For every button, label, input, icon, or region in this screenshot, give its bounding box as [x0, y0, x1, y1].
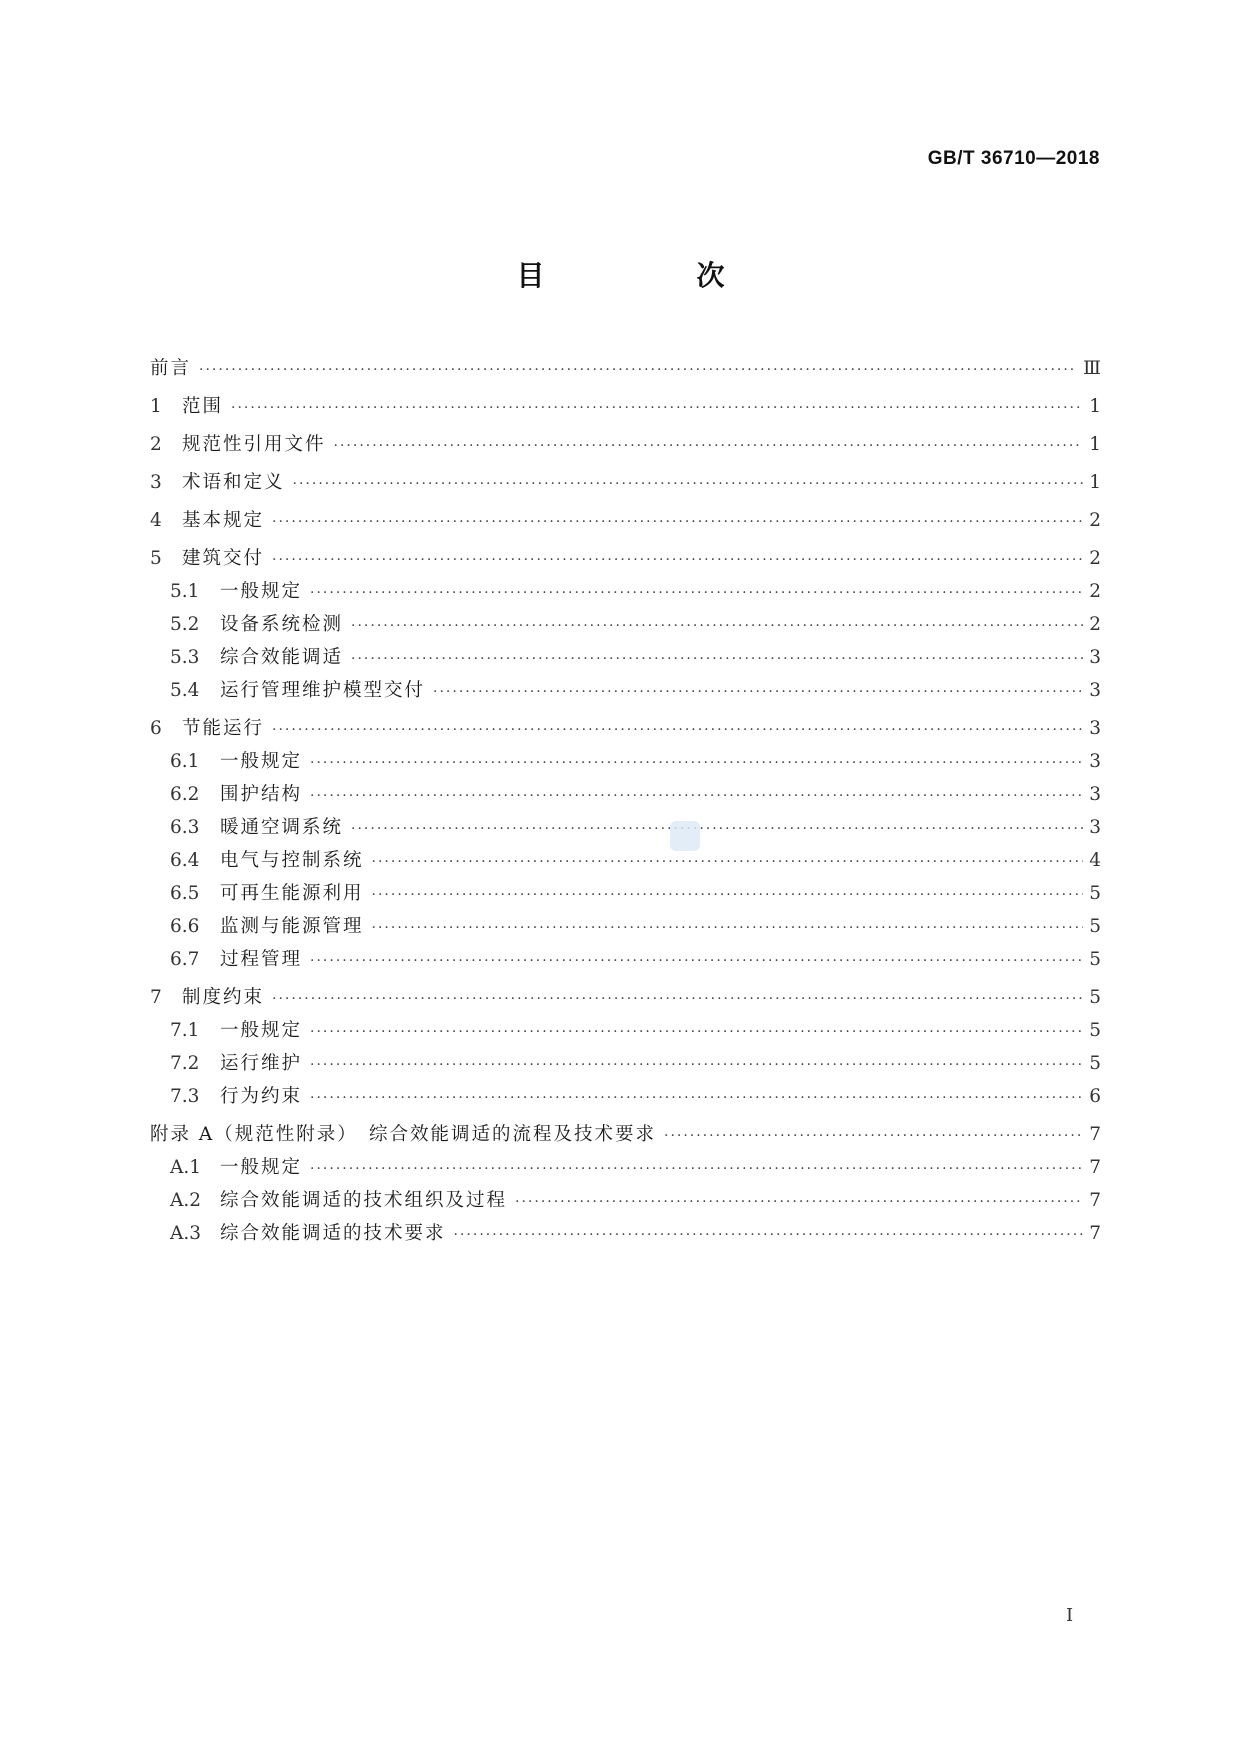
toc-dot-leader: [372, 912, 1083, 945]
toc-entry-label: 过程管理: [220, 949, 303, 970]
toc-entry-label: 可再生能源利用: [220, 883, 364, 904]
toc-entry-label: 监测与能源管理: [220, 916, 364, 937]
toc-entry-label: 一般规定: [220, 751, 303, 772]
toc-dot-leader: [310, 577, 1083, 610]
toc-entry[interactable]: [150, 352, 1101, 385]
toc-dot-leader: [433, 676, 1083, 709]
toc-entry-number: 6.3: [170, 817, 200, 838]
toc-entry-page: 5: [1089, 949, 1101, 970]
toc-entry-page: 7: [1089, 1124, 1101, 1145]
toc-entry[interactable]: [150, 641, 1101, 674]
toc-entry[interactable]: [150, 428, 1101, 461]
toc-dot-leader: [199, 354, 1077, 387]
toc-dot-leader: [272, 544, 1083, 577]
toc-entry-page: 3: [1089, 784, 1101, 805]
toc-entry-number: 5.3: [170, 647, 200, 668]
toc-entry[interactable]: [150, 466, 1101, 499]
toc-entry[interactable]: [150, 844, 1101, 877]
toc-entry[interactable]: [150, 575, 1101, 608]
toc-dot-leader: [272, 714, 1083, 747]
toc-entry-label: 一般规定: [220, 1020, 303, 1041]
toc-entry-number: A.1: [170, 1157, 202, 1178]
toc-entry-label: 运行管理维护模型交付: [220, 680, 426, 701]
toc-entry-number: 6.7: [170, 949, 200, 970]
toc-entry-label: 综合效能调适的技术组织及过程: [220, 1190, 508, 1211]
toc-entry-page: 6: [1089, 1086, 1101, 1107]
toc-dot-leader: [372, 846, 1083, 879]
page-number: I: [1066, 1605, 1074, 1626]
toc-dot-leader: [293, 468, 1083, 501]
toc-entry-label: 基本规定: [182, 510, 265, 531]
toc-entry[interactable]: [150, 390, 1101, 423]
toc-entry-number: 2: [150, 434, 162, 455]
toc-entry[interactable]: [150, 504, 1101, 537]
toc-entry-label: 一般规定: [220, 581, 303, 602]
toc-entry-number: 7.1: [170, 1020, 200, 1041]
toc-entry-page: 5: [1089, 987, 1101, 1008]
toc-entry-page: 3: [1089, 817, 1101, 838]
toc-dot-leader: [334, 430, 1083, 463]
toc-entry-label: 术语和定义: [182, 472, 285, 493]
toc-dot-leader: [351, 643, 1083, 676]
toc-dot-leader: [310, 945, 1083, 978]
toc-entry-number: 5: [150, 548, 162, 569]
toc-dot-leader: [372, 879, 1083, 912]
toc-entry[interactable]: [150, 1184, 1101, 1217]
toc-entry-page: 1: [1089, 434, 1101, 455]
toc-entry-page: 2: [1089, 548, 1101, 569]
toc-dot-leader: [664, 1120, 1083, 1153]
toc-entry-number: 5.4: [170, 680, 200, 701]
toc-entry-page: 1: [1089, 396, 1101, 417]
table-of-contents: [150, 352, 1101, 1250]
toc-dot-leader: [351, 813, 1083, 846]
toc-entry[interactable]: [150, 745, 1101, 778]
toc-entry-page: 5: [1089, 1020, 1101, 1041]
toc-entry-page: 2: [1089, 510, 1101, 531]
toc-entry-label: 行为约束: [220, 1086, 303, 1107]
toc-entry-page: 3: [1089, 718, 1101, 739]
toc-entry-label: 一般规定: [220, 1157, 303, 1178]
toc-entry-label: 围护结构: [220, 784, 303, 805]
toc-entry[interactable]: [150, 542, 1101, 575]
toc-entry-page: 7: [1089, 1190, 1101, 1211]
toc-entry-number: 6.5: [170, 883, 200, 904]
toc-dot-leader: [272, 983, 1083, 1016]
toc-entry-label: 建筑交付: [182, 548, 265, 569]
toc-entry[interactable]: [150, 943, 1101, 976]
toc-entry-label: 设备系统检测: [220, 614, 344, 635]
toc-entry-number: 7.3: [170, 1086, 200, 1107]
toc-entry-label: 附录 A（规范性附录） 综合效能调适的流程及技术要求: [150, 1124, 656, 1145]
toc-dot-leader: [515, 1186, 1083, 1219]
toc-entry-page: Ⅲ: [1083, 358, 1101, 379]
toc-dot-leader: [310, 780, 1083, 813]
toc-entry-number: 6.4: [170, 850, 200, 871]
toc-entry-page: 2: [1089, 614, 1101, 635]
toc-entry[interactable]: [150, 1047, 1101, 1080]
toc-entry-page: 4: [1089, 850, 1101, 871]
toc-entry-page: 5: [1089, 1053, 1101, 1074]
toc-entry-label: 电气与控制系统: [220, 850, 364, 871]
toc-entry[interactable]: [150, 910, 1101, 943]
toc-entry-page: 3: [1089, 751, 1101, 772]
toc-dot-leader: [310, 747, 1083, 780]
toc-entry-label: 节能运行: [182, 718, 265, 739]
toc-entry-label: 范围: [182, 396, 224, 417]
toc-entry-label: 综合效能调适: [220, 647, 344, 668]
toc-entry-label: 运行维护: [220, 1053, 303, 1074]
toc-entry[interactable]: [150, 811, 1101, 844]
toc-dot-leader: [272, 506, 1083, 539]
toc-entry-page: 1: [1089, 472, 1101, 493]
toc-entry[interactable]: [150, 1118, 1101, 1151]
toc-dot-leader: [310, 1082, 1083, 1115]
toc-dot-leader: [310, 1153, 1083, 1186]
toc-entry-label: 综合效能调适的技术要求: [220, 1223, 446, 1244]
toc-entry[interactable]: [150, 981, 1101, 1014]
toc-entry[interactable]: [150, 778, 1101, 811]
toc-dot-leader: [310, 1016, 1083, 1049]
toc-entry-number: 6.6: [170, 916, 200, 937]
toc-entry-page: 2: [1089, 581, 1101, 602]
toc-dot-leader: [454, 1219, 1083, 1252]
toc-entry-number: 1: [150, 396, 162, 417]
toc-entry-label: 规范性引用文件: [182, 434, 326, 455]
toc-entry-number: 6.2: [170, 784, 200, 805]
toc-dot-leader: [231, 392, 1083, 425]
toc-entry-page: 3: [1089, 680, 1101, 701]
toc-entry-number: 6.1: [170, 751, 200, 772]
toc-entry-label: 前言: [150, 358, 192, 379]
toc-entry-page: 7: [1089, 1157, 1101, 1178]
toc-entry[interactable]: [150, 1151, 1101, 1184]
toc-entry-page: 5: [1089, 883, 1101, 904]
toc-entry[interactable]: [150, 1014, 1101, 1047]
toc-entry[interactable]: [150, 1080, 1101, 1113]
toc-entry-number: A.3: [170, 1223, 202, 1244]
toc-entry-number: 4: [150, 510, 162, 531]
toc-entry[interactable]: [150, 877, 1101, 910]
toc-entry-label: 暖通空调系统: [220, 817, 344, 838]
toc-entry-number: 3: [150, 472, 162, 493]
toc-entry-number: 7.2: [170, 1053, 200, 1074]
standard-code: GB/T 36710—2018: [927, 148, 1100, 169]
toc-entry-number: 5.2: [170, 614, 200, 635]
toc-entry[interactable]: [150, 1217, 1101, 1250]
toc-entry-number: 5.1: [170, 581, 200, 602]
toc-dot-leader: [351, 610, 1083, 643]
toc-entry[interactable]: [150, 674, 1101, 707]
toc-entry[interactable]: [150, 712, 1101, 745]
toc-entry-number: 6: [150, 718, 162, 739]
toc-entry-number: 7: [150, 987, 162, 1008]
toc-entry-number: A.2: [170, 1190, 202, 1211]
toc-entry-page: 7: [1089, 1223, 1101, 1244]
toc-entry-page: 5: [1089, 916, 1101, 937]
toc-entry-label: 制度约束: [182, 987, 265, 1008]
page-title: 目 次: [516, 259, 787, 292]
watermark-logo: [670, 821, 700, 851]
toc-entry-page: 3: [1089, 647, 1101, 668]
toc-dot-leader: [310, 1049, 1083, 1082]
toc-entry[interactable]: [150, 608, 1101, 641]
